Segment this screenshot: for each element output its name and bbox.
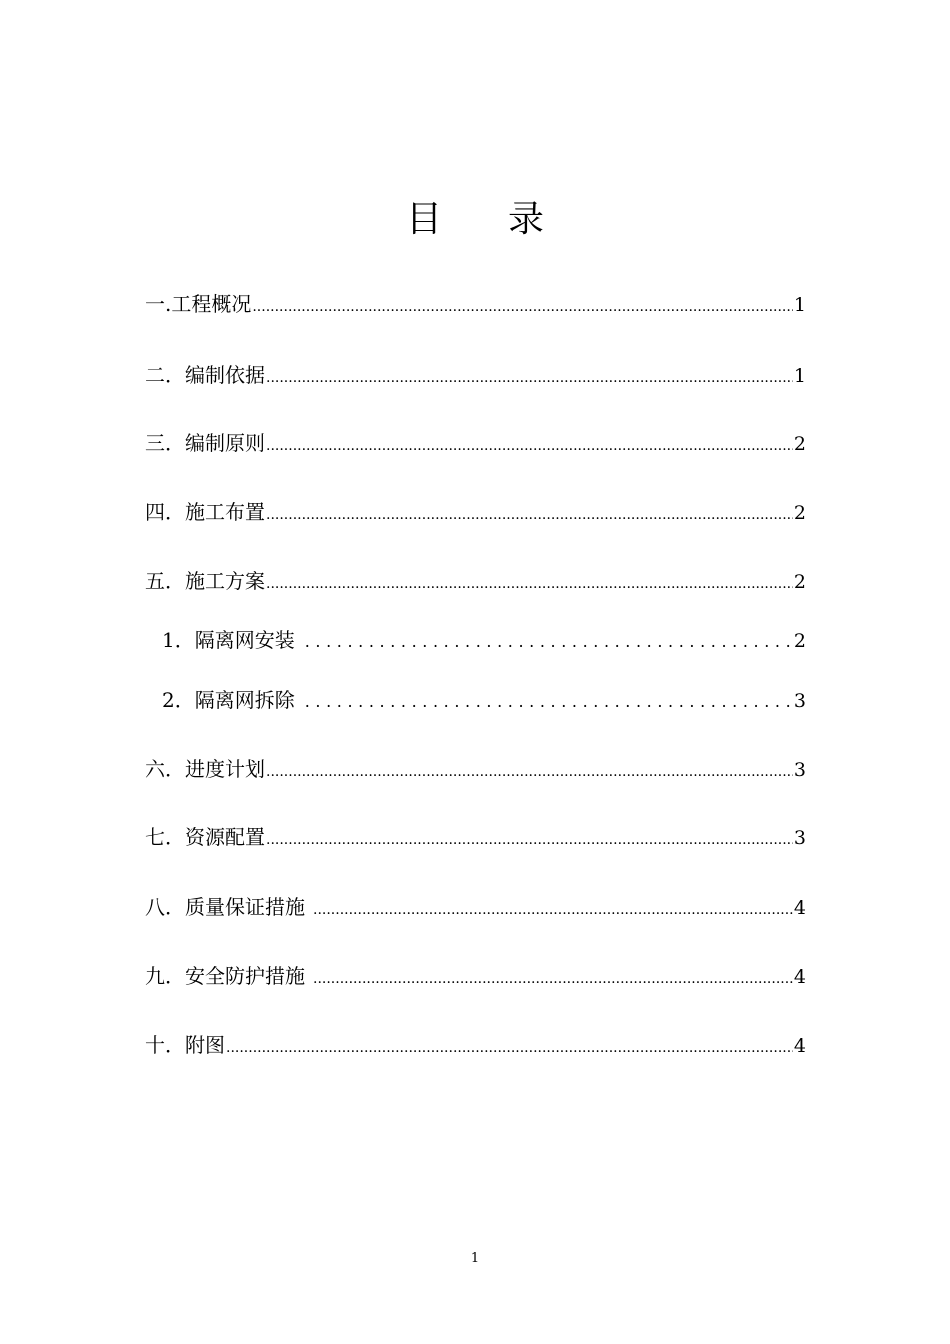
toc-page-number: 1 xyxy=(793,365,806,387)
toc-number: 五． xyxy=(145,569,185,593)
toc-label: 施工布置 xyxy=(185,500,265,524)
toc-number: 六． xyxy=(145,757,185,781)
toc-entry-plan[interactable] xyxy=(145,567,806,598)
toc-number: 2． xyxy=(162,688,195,712)
toc-entry-drawings[interactable] xyxy=(145,1031,806,1062)
toc-label: 编制原则 xyxy=(185,431,265,455)
toc-page-number: 2 xyxy=(793,630,806,652)
toc-page-number: 4 xyxy=(793,966,806,988)
toc-page-number: 4 xyxy=(793,897,806,919)
toc-leader xyxy=(266,432,793,460)
toc-leader xyxy=(305,628,793,656)
toc-entry-overview[interactable] xyxy=(145,290,806,321)
toc-entry-net-install[interactable] xyxy=(162,626,806,656)
toc-number: 八． xyxy=(145,895,185,919)
toc-number: 十． xyxy=(145,1033,185,1057)
toc-number: 七． xyxy=(145,825,185,849)
toc-leader xyxy=(266,570,793,598)
toc-entry-safety[interactable] xyxy=(145,962,806,993)
toc-number: 九． xyxy=(145,964,185,988)
toc-label: 质量保证措施 xyxy=(185,895,305,919)
toc-page-number: 3 xyxy=(793,690,806,712)
toc-leader xyxy=(266,501,793,529)
toc-label: 编制依据 xyxy=(185,363,265,387)
toc-page-number: 3 xyxy=(793,827,806,849)
toc-page-number: 2 xyxy=(793,502,806,524)
toc-leader xyxy=(313,896,793,924)
toc-leader xyxy=(266,758,793,786)
toc-number: 二． xyxy=(145,363,185,387)
toc-label: 工程概况 xyxy=(171,292,252,316)
toc-number: 一. xyxy=(145,292,172,316)
toc-label: 进度计划 xyxy=(185,757,265,781)
toc-number: 三． xyxy=(145,431,185,455)
toc-page-number: 1 xyxy=(793,294,806,316)
toc-label: 附图 xyxy=(185,1033,225,1057)
toc-label: 隔离网安装 xyxy=(194,628,295,652)
toc-page-number: 2 xyxy=(793,433,806,455)
toc-page-number: 2 xyxy=(793,571,806,593)
toc-number: 四． xyxy=(145,500,185,524)
toc-entry-principles[interactable] xyxy=(145,429,806,460)
toc-page-number: 4 xyxy=(793,1035,806,1057)
title-char-right: 录 xyxy=(508,199,545,240)
toc-entry-resources[interactable] xyxy=(145,823,806,854)
toc-leader xyxy=(266,826,793,854)
page-number: 1 xyxy=(470,1251,480,1266)
toc-entry-layout[interactable] xyxy=(145,498,806,529)
toc-entry-basis[interactable] xyxy=(145,361,806,392)
toc-label: 资源配置 xyxy=(185,825,265,849)
toc-entry-schedule[interactable] xyxy=(145,755,806,786)
toc-leader xyxy=(252,293,793,321)
toc-leader xyxy=(266,364,793,392)
toc-leader xyxy=(305,688,793,716)
toc-label: 安全防护措施 xyxy=(185,964,305,988)
toc-entry-quality[interactable] xyxy=(145,893,806,924)
toc-leader xyxy=(226,1034,793,1062)
toc-label: 施工方案 xyxy=(185,569,265,593)
toc-number: 1． xyxy=(162,628,195,652)
toc-leader xyxy=(313,965,793,993)
title-char-left: 目 xyxy=(405,199,442,240)
toc-page-number: 3 xyxy=(793,759,806,781)
toc-entry-net-removal[interactable] xyxy=(162,686,806,716)
toc-label: 隔离网拆除 xyxy=(194,688,295,712)
